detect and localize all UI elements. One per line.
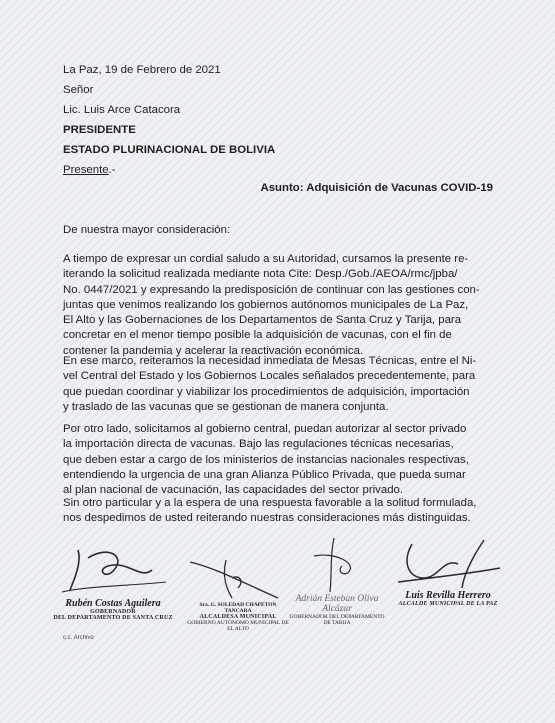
handwritten-signature-icon: [186, 548, 290, 602]
signature-block-santa-cruz: [48, 540, 178, 621]
paragraph-line: que deben estar a cargo de los ministerios de instancias nacionales respectivas,: [63, 453, 469, 466]
signer-title: GOBERNADOR DEL DEPARTAMENTO: [289, 614, 385, 620]
signature-block-tarija: [284, 536, 390, 626]
paragraph-line: Por otro lado, solicitamos al gobierno central, puedan autorizar al sector privado: [63, 423, 467, 435]
greeting: De nuestra mayor consideración:: [63, 224, 231, 236]
recipient-title: PRESIDENTE: [63, 124, 136, 136]
salutation: Señor: [63, 84, 94, 96]
paragraph-line: Sin otro particular y a la espera de una respuesta favorable a la solitud formulada,: [63, 497, 477, 509]
paragraph-2: [63, 354, 493, 415]
paragraph-line: A tiempo de expresar un cordial saludo a su Autoridad, cursamos la presente re-: [63, 253, 469, 265]
paragraph-line: al plan nacional de vacunación, las capacidades del sector privado.: [63, 484, 404, 497]
signer-title-2: DEL DEPARTAMENTO DE SANTA CRUZ: [53, 615, 173, 621]
paragraph-1: [63, 252, 493, 359]
signer-title-2: DE TARIJA: [323, 620, 351, 626]
presente-suffix: .-: [108, 164, 116, 176]
subject-line: Asunto: Adquisición de Vacunas COVID-19: [260, 182, 493, 194]
paragraph-line: nos despedimos de usted reiterando nuestras consideraciones más distinguidas.: [63, 512, 471, 525]
handwritten-signature-icon: [284, 536, 390, 594]
paragraph-line: contener la pandemia y acelerar la reactivación económica.: [63, 344, 364, 357]
paragraph-line: entendiendo la urgencia de una gran Alianza Público Privada, que pueda sumar: [63, 468, 466, 481]
paragraph-line: que puedan coordinar y viabilizar los procedimientos de adquisición, importación: [63, 385, 470, 398]
paragraph-line: No. 0447/2021 y expresando la predisposición de continuar con las gestiones con-: [63, 283, 480, 296]
presente-line: [63, 164, 116, 176]
paragraph-line: juntas que venimos realizando los gobiernos autónomos municipales de La Paz,: [63, 298, 469, 311]
handwritten-signature-icon: [48, 540, 178, 598]
paragraph-line: En ese marco, reiteramos la necesidad inmediata de Mesas Técnicas, entre el Ni-: [63, 355, 477, 367]
signature-block-el-alto: [186, 548, 290, 632]
signer-title-2: GOBIERNO AUTÓNOMO MUNICIPAL DE EL ALTO: [187, 620, 289, 632]
paragraph-line: iterando la solicitud realizada mediante nota Cite: Desp./Gob./AEOA/rmc/jpba/: [63, 268, 458, 281]
signer-title: GOBERNADOR: [90, 609, 136, 615]
paragraph-3: [63, 422, 493, 498]
cc-note: c.c. Archivo: [63, 635, 94, 641]
paragraph-line: concretar en el menor tiempo posible la adquisición de vacunas, con el fin de: [63, 329, 452, 342]
signer-title: ALCALDESA MUNICIPAL: [199, 614, 277, 620]
recipient-name: Lic. Luis Arce Catacora: [63, 104, 181, 116]
signer-name: Luis Revilla Herrero: [405, 590, 491, 601]
paragraph-line: la importación directa de vacunas. Bajo las regulaciones técnicas necesarias,: [63, 438, 454, 451]
paragraph-4: [63, 496, 493, 527]
signer-name: Sra. G. SOLEDAD CHAPETON TANCARA: [199, 602, 277, 614]
place-date: La Paz, 19 de Febrero de 2021: [63, 64, 221, 76]
paragraph-line: vel Central del Estado y los Gobiernos Locales señalados precedentemente, para: [63, 370, 476, 383]
signer-title: ALCALDE MUNICIPAL DE LA PAZ: [398, 601, 498, 607]
presente-word: Presente: [63, 164, 109, 176]
paragraph-line: El Alto y las Gobernaciones de los Departamentos de Santa Cruz y Tarija, para: [63, 314, 462, 327]
signer-name: Adrián Esteban Oliva Alcázar: [295, 594, 379, 614]
signature-block-la-paz: [388, 538, 508, 607]
handwritten-signature-icon: [388, 538, 508, 590]
paragraph-line: y traslado de las vacunas que se gestionan de manera conjunta.: [63, 400, 389, 413]
recipient-org: ESTADO PLURINACIONAL DE BOLIVIA: [63, 144, 276, 156]
signer-name: Rubén Costas Aguilera: [65, 598, 161, 609]
